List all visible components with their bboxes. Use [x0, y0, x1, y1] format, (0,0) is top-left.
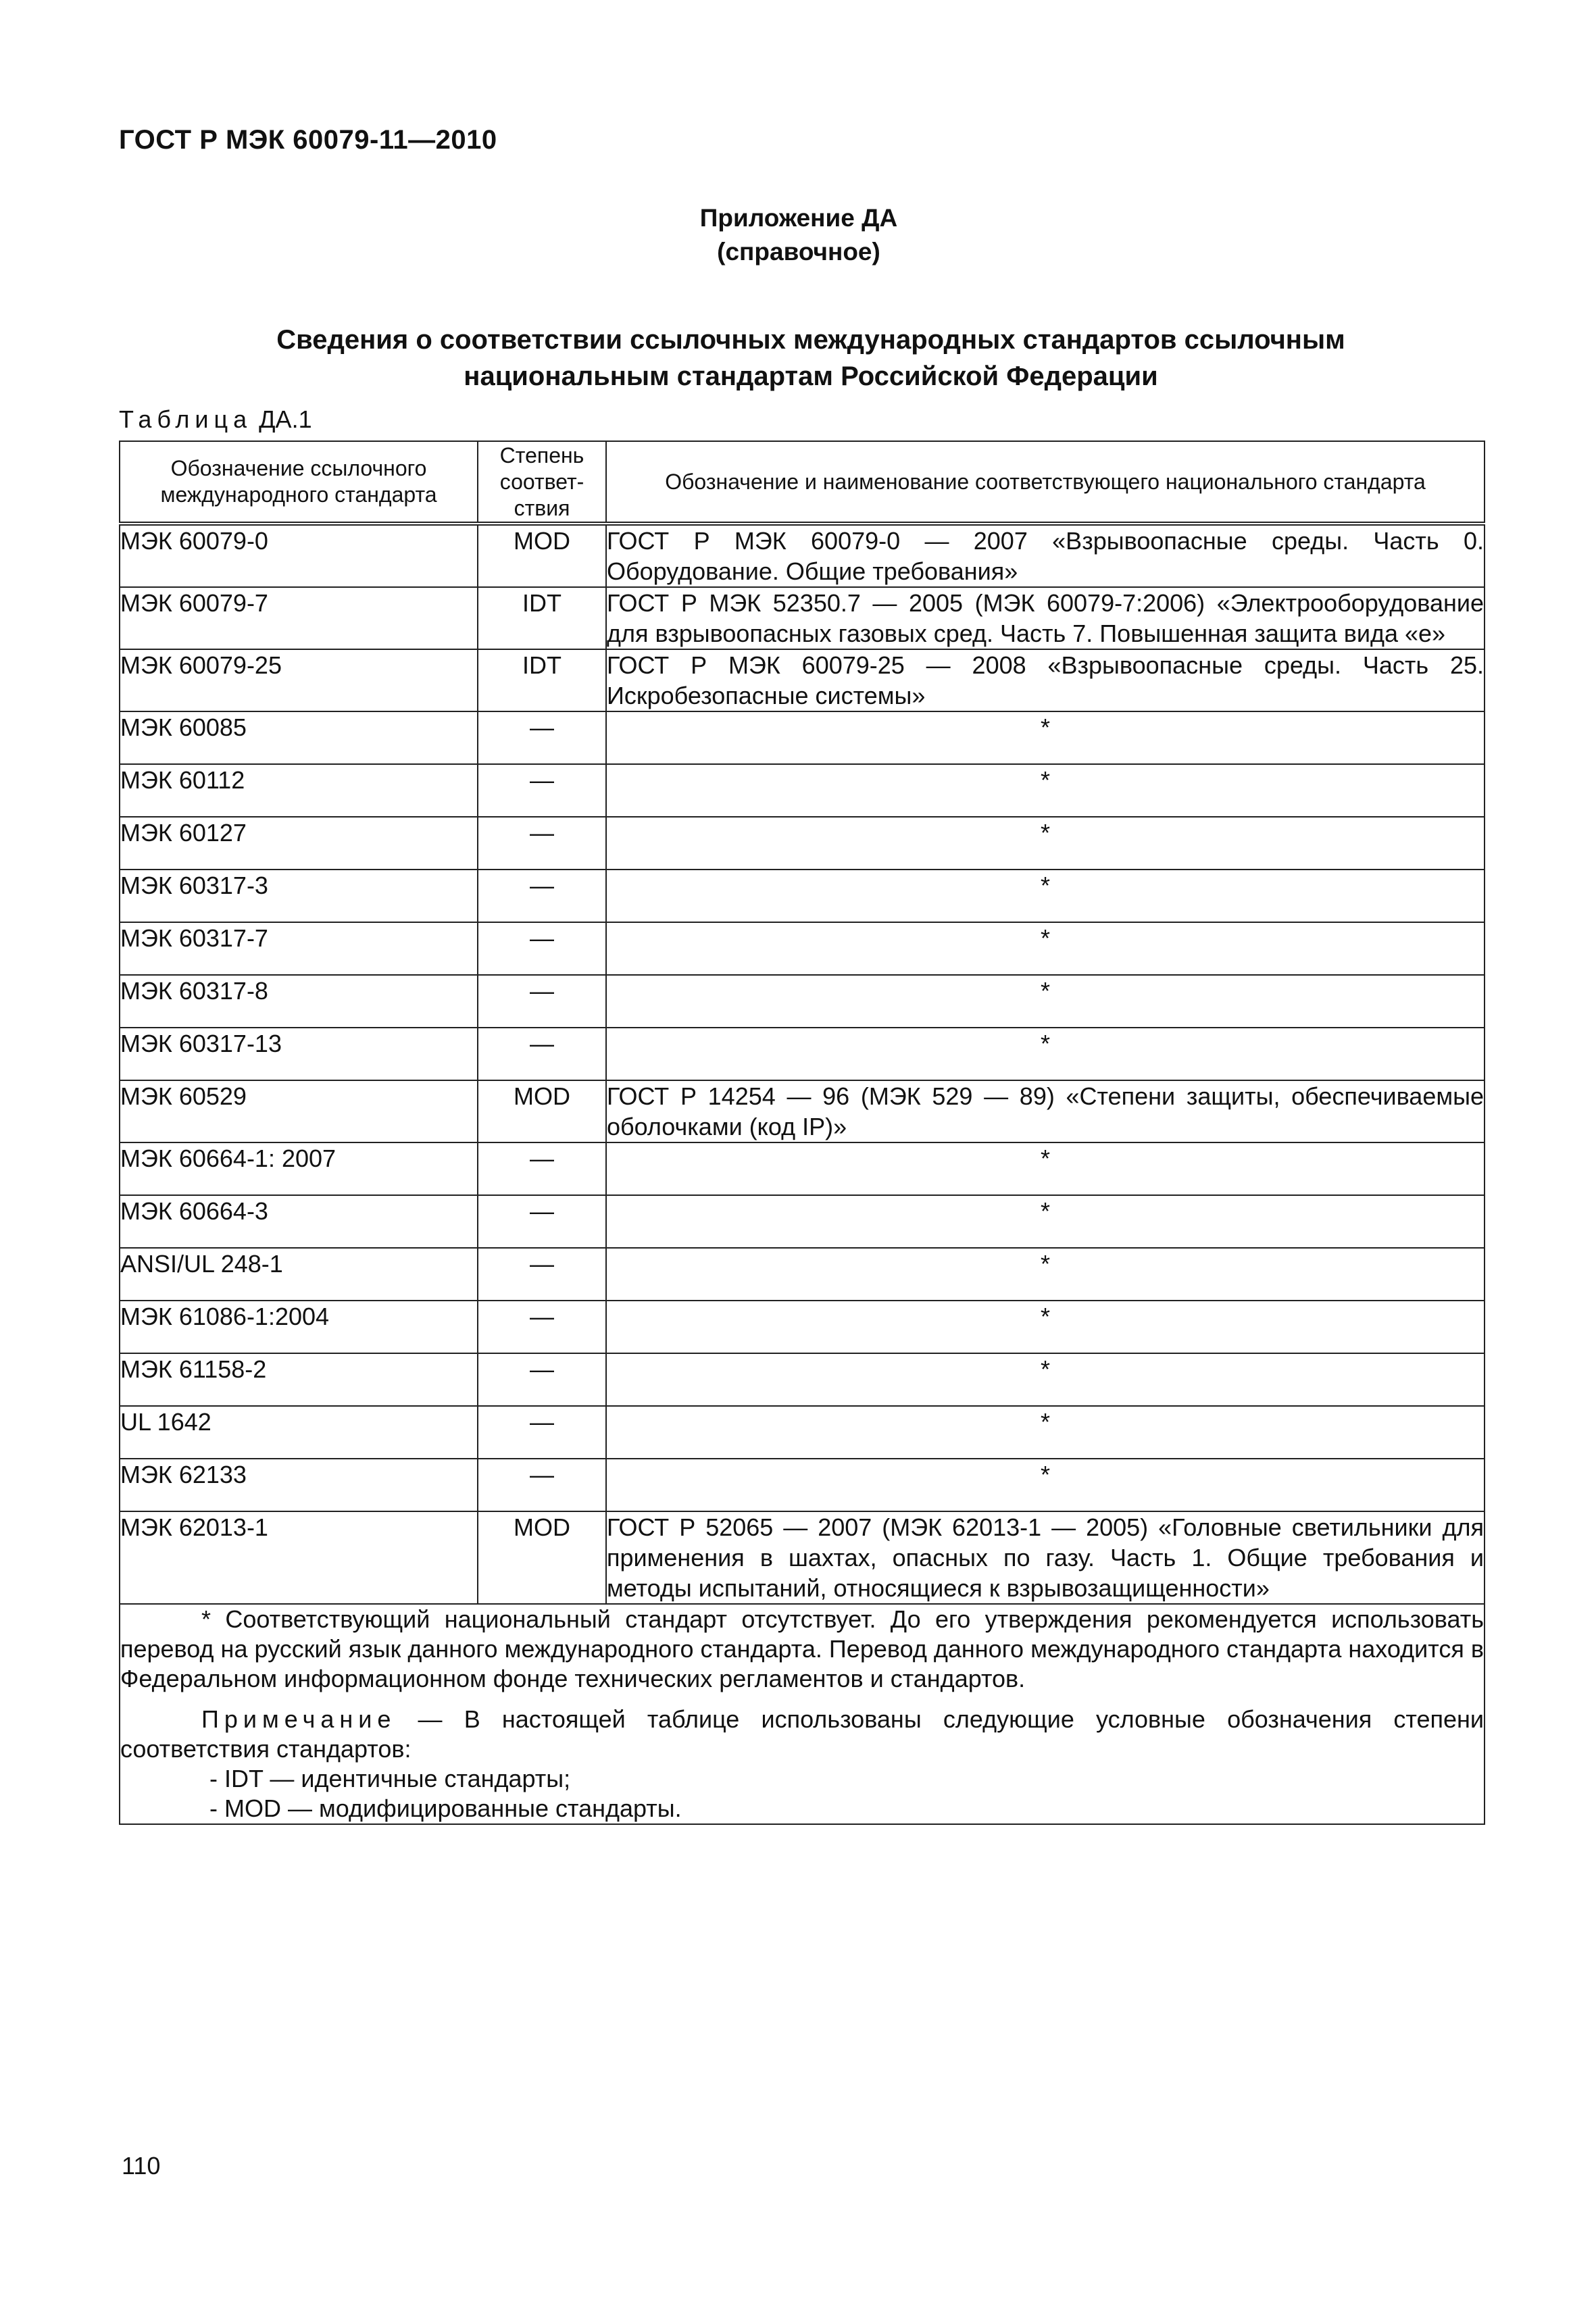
table-row: [120, 711, 1485, 764]
cell-national-standard: ГОСТ Р МЭК 60079-0 — 2007 «Взрывоопасные среды. Часть 0. Оборудование. Общие требования»: [606, 524, 1485, 587]
table-row: [120, 1080, 1485, 1142]
table-row: [120, 817, 1485, 870]
cell-national-standard: *: [606, 711, 1485, 764]
cell-degree: —: [478, 1248, 606, 1301]
cell-national-standard: *: [606, 1406, 1485, 1459]
cell-degree: MOD: [478, 524, 606, 587]
note: [120, 1705, 1484, 1764]
cell-degree: —: [478, 870, 606, 922]
cell-international-code: МЭК 60317-13: [120, 1028, 478, 1080]
page-number: 110: [122, 2152, 161, 2180]
table-label: [119, 405, 312, 434]
cell-degree: —: [478, 817, 606, 870]
cell-international-code: МЭК 60079-0: [120, 524, 478, 587]
cell-international-code: МЭК 60529: [120, 1080, 478, 1142]
cell-international-code: UL 1642: [120, 1406, 478, 1459]
table-row: [120, 587, 1485, 649]
cell-national-standard: *: [606, 1248, 1485, 1301]
cell-degree: —: [478, 1028, 606, 1080]
table-row: [120, 922, 1485, 975]
cell-international-code: МЭК 60127: [120, 817, 478, 870]
cell-national-standard: *: [606, 817, 1485, 870]
legend-mod: - MOD — модифицированные стандарты.: [209, 1794, 682, 1822]
main-title-line-1: Сведения о соответствии ссылочных международных стандартов ссылочным: [276, 325, 1345, 355]
cell-national-standard: ГОСТ Р МЭК 52350.7 — 2005 (МЭК 60079-7:2006) «Электрооборудование для взрывоопасных газовых сред. Часть 7. Повышенная защита вида «е»: [606, 587, 1485, 649]
table-row: [120, 1406, 1485, 1459]
cell-national-standard: *: [606, 1301, 1485, 1353]
cell-international-code: МЭК 60112: [120, 764, 478, 817]
cell-national-standard: ГОСТ Р 52065 — 2007 (МЭК 62013-1 — 2005) «Головные светильники для применения в шахтах, опасных по газу. Часть 1. Общие требования и методы испытаний, относящиеся к взрывозащищенности»: [606, 1511, 1485, 1604]
header-international-standard: Обозначение ссылочного международного стандарта: [120, 441, 478, 524]
cell-national-standard: *: [606, 1028, 1485, 1080]
cell-national-standard: *: [606, 870, 1485, 922]
cell-degree: IDT: [478, 649, 606, 711]
cell-national-standard: *: [606, 764, 1485, 817]
table-header-row: [120, 441, 1485, 524]
table-row: [120, 1248, 1485, 1301]
cell-degree: MOD: [478, 1511, 606, 1604]
cell-international-code: МЭК 60317-8: [120, 975, 478, 1028]
table-label-number: ДА.1: [259, 405, 312, 433]
cell-international-code: МЭК 62013-1: [120, 1511, 478, 1604]
cell-national-standard: ГОСТ Р 14254 — 96 (МЭК 529 — 89) «Степени защиты, обеспечиваемые оболочками (код IP)»: [606, 1080, 1485, 1142]
cell-degree: MOD: [478, 1080, 606, 1142]
cell-degree: —: [478, 1142, 606, 1195]
cell-international-code: МЭК 60317-3: [120, 870, 478, 922]
cell-international-code: МЭК 60664-3: [120, 1195, 478, 1248]
cell-degree: IDT: [478, 587, 606, 649]
cell-national-standard: *: [606, 975, 1485, 1028]
cell-international-code: ANSI/UL 248-1: [120, 1248, 478, 1301]
cell-degree: —: [478, 975, 606, 1028]
cell-international-code: МЭК 62133: [120, 1459, 478, 1511]
cell-national-standard: *: [606, 1195, 1485, 1248]
appendix-heading: [0, 201, 1596, 269]
cell-degree: —: [478, 1459, 606, 1511]
cell-international-code: МЭК 61086-1:2004: [120, 1301, 478, 1353]
table-row: [120, 975, 1485, 1028]
main-title-line-2: национальным стандартам Российской Федерации: [464, 361, 1158, 391]
table-row: [120, 1459, 1485, 1511]
table-row: [120, 1142, 1485, 1195]
table-row: [120, 870, 1485, 922]
cell-international-code: МЭК 60079-25: [120, 649, 478, 711]
table-row: [120, 1028, 1485, 1080]
standards-table: [119, 441, 1485, 1825]
table-footer-row: [120, 1604, 1485, 1824]
table-row: [120, 1195, 1485, 1248]
table-footer: [120, 1604, 1485, 1824]
table-row: [120, 1353, 1485, 1406]
cell-degree: —: [478, 711, 606, 764]
table-row: [120, 524, 1485, 587]
cell-international-code: МЭК 61158-2: [120, 1353, 478, 1406]
appendix-subtitle: (справочное): [717, 238, 880, 266]
table-row: [120, 649, 1485, 711]
cell-national-standard: ГОСТ Р МЭК 60079-25 — 2008 «Взрывоопасные среды. Часть 25. Искробезопасные системы»: [606, 649, 1485, 711]
note-word: Примечание: [201, 1705, 397, 1733]
table-body: [120, 524, 1485, 1604]
header-degree: Степень соответ-ствия: [478, 441, 606, 524]
cell-degree: —: [478, 764, 606, 817]
cell-degree: —: [478, 1301, 606, 1353]
table-row: [120, 1301, 1485, 1353]
main-title: [135, 322, 1487, 395]
cell-international-code: МЭК 60085: [120, 711, 478, 764]
cell-national-standard: *: [606, 1459, 1485, 1511]
document-code: ГОСТ Р МЭК 60079-11—2010: [119, 125, 497, 155]
cell-national-standard: *: [606, 1142, 1485, 1195]
table-row: [120, 1511, 1485, 1604]
cell-international-code: МЭК 60079-7: [120, 587, 478, 649]
cell-degree: —: [478, 1353, 606, 1406]
cell-national-standard: *: [606, 922, 1485, 975]
cell-degree: —: [478, 1195, 606, 1248]
note-text: — В настоящей таблице использованы следующие условные обозначения степени соответствия стандартов:: [120, 1705, 1484, 1763]
footnote: * Соответствующий национальный стандарт отсутствует. До его утверждения рекомендуется использовать перевод на русский язык данного международного стандарта. Перевод данного международного стандарта находится в Федеральном информационном фонде технических регламентов и стандартов.: [120, 1605, 1484, 1692]
cell-degree: —: [478, 922, 606, 975]
table-label-word: Таблица: [119, 405, 253, 433]
cell-international-code: МЭК 60664-1: 2007: [120, 1142, 478, 1195]
cell-national-standard: *: [606, 1353, 1485, 1406]
appendix-title: Приложение ДА: [699, 204, 898, 232]
cell-degree: —: [478, 1406, 606, 1459]
table-row: [120, 764, 1485, 817]
cell-international-code: МЭК 60317-7: [120, 922, 478, 975]
legend-idt: - IDT — идентичные стандарты;: [209, 1765, 571, 1792]
header-national-standard: Обозначение и наименование соответствующего национального стандарта: [606, 441, 1485, 524]
